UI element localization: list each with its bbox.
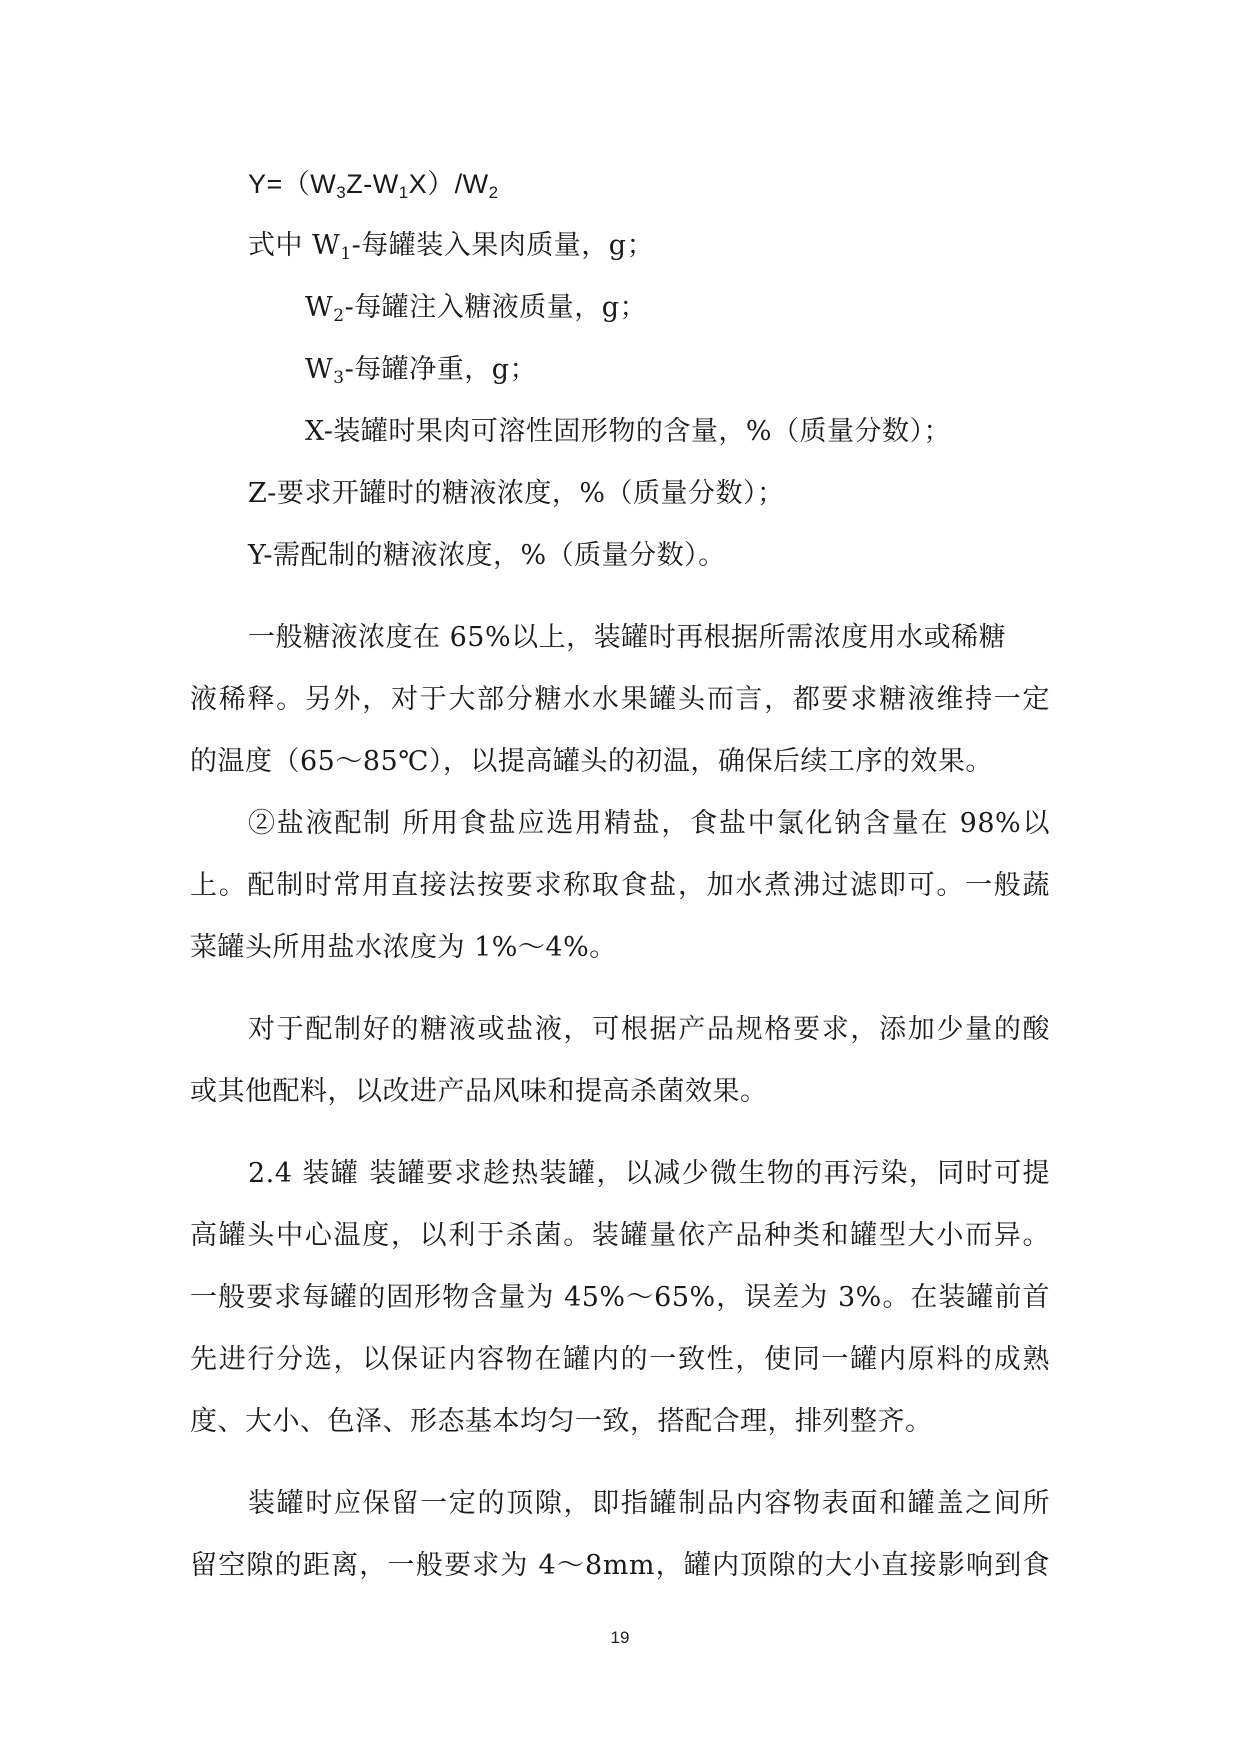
formula-line [248, 166, 1108, 202]
paragraph-line: 装罐时应保留一定的顶隙，即指罐制品内容物表面和罐盖之间所 [248, 1488, 1050, 1519]
definition-w2: $W_2-$每罐注入糖液质量，g； [305, 292, 647, 326]
paragraph-line: 的温度（65～85℃），以提高罐头的初温，确保后续工序的效果。 [190, 746, 993, 777]
definition-z: Z-要求开罐时的糖液浓度，%（质量分数）； [248, 478, 785, 509]
formula-subscript: 2 [488, 183, 499, 202]
paragraph-line: 一般要求每罐的固形物含量为 45%～65%，误差为 3%。在装罐前首 [190, 1282, 1050, 1313]
formula-subscript: 3 [336, 183, 347, 202]
paragraph-line: 菜罐头所用盐水浓度为 1%～4%。 [190, 932, 617, 963]
paragraph-line: 先进行分选，以保证内容物在罐内的一致性，使同一罐内原料的成熟 [190, 1344, 1050, 1375]
formula-part: X）/W [408, 169, 489, 199]
definition-y: Y-需配制的糖液浓度，%（质量分数）。 [248, 540, 726, 571]
formula-subscript: 1 [398, 183, 409, 202]
paragraph-line: ②盐液配制 所用食盐应选用精盐，食盐中氯化钠含量在 98%以 [248, 808, 1050, 839]
definition-w3: $W_3-$每罐净重，g； [305, 354, 538, 388]
definition-w1: 式中 $W_1-$每罐装入果肉质量，g； [248, 230, 655, 264]
formula-part: Y=（W [248, 169, 337, 199]
paragraph-line: 2.4 装罐 装罐要求趁热装罐，以减少微生物的再污染，同时可提 [248, 1158, 1050, 1189]
paragraph-line: 一般糖液浓度在 65%以上，装罐时再根据所需浓度用水或稀糖 [248, 622, 1007, 653]
paragraph-line: 上。配制时常用直接法按要求称取食盐，加水煮沸过滤即可。一般蔬 [190, 870, 1050, 901]
paragraph-line: 对于配制好的糖液或盐液，可根据产品规格要求，添加少量的酸 [248, 1014, 1050, 1045]
formula-part: Z-W [346, 169, 399, 199]
paragraph-line: 或其他配料，以改进产品风味和提高杀菌效果。 [190, 1076, 768, 1107]
paragraph-line: 度、大小、色泽、形态基本均匀一致，搭配合理，排列整齐。 [190, 1406, 933, 1437]
paragraph-line: 留空隙的距离，一般要求为 4～8mm，罐内顶隙的大小直接影响到食 [190, 1550, 1050, 1581]
definition-x: X-装罐时果肉可溶性固形物的含量，%（质量分数）； [305, 416, 952, 447]
page-number: 19 [610, 1628, 630, 1647]
paragraph-line: 液稀释。另外，对于大部分糖水水果罐头而言，都要求糖液维持一定 [190, 684, 1050, 715]
paragraph-line: 高罐头中心温度，以利于杀菌。装罐量依产品种类和罐型大小而异。 [190, 1220, 1050, 1251]
